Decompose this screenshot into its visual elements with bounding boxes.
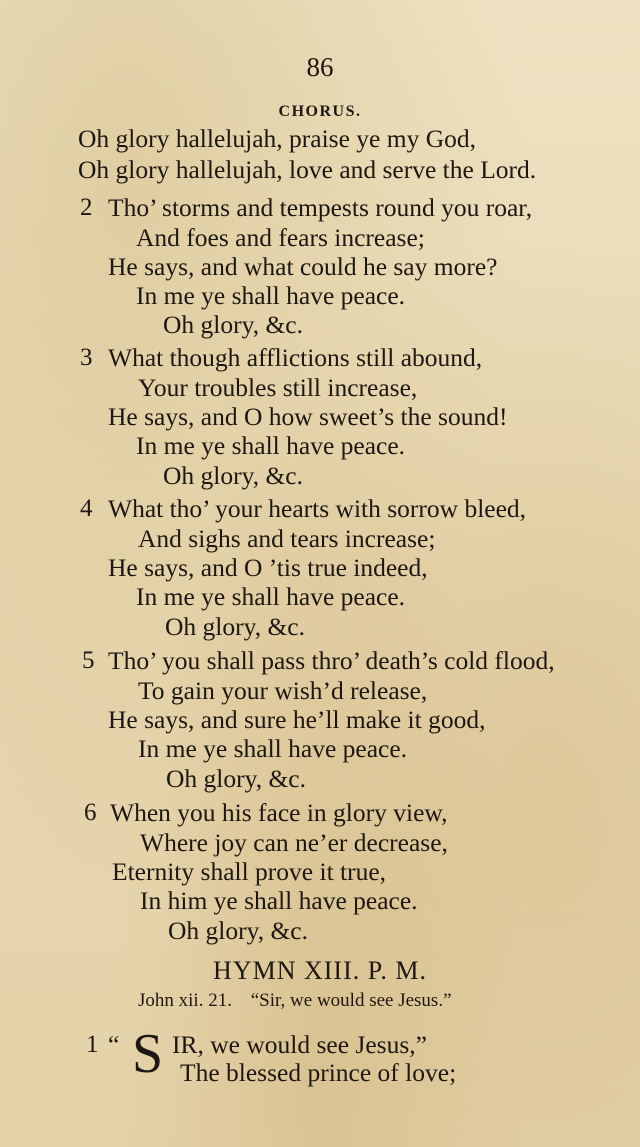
chorus-reference: Oh glory, &c.: [165, 612, 305, 641]
verse-number: 6: [84, 799, 97, 826]
verse-line: He says, and O ’tis true indeed,: [108, 553, 428, 582]
verse-number: 2: [80, 194, 93, 221]
chorus-reference: Oh glory, &c.: [168, 916, 308, 945]
reference-citation: John xii. 21.: [138, 990, 232, 1011]
verse-line: And sighs and tears increase;: [138, 524, 436, 553]
verse-line: Tho’ storms and tempests round you roar,: [108, 193, 533, 222]
verse-line: What tho’ your hearts with sorrow bleed,: [108, 494, 527, 523]
verse-number: 4: [80, 495, 93, 522]
verse-line: Your troubles still increase,: [138, 373, 418, 402]
verse-line: Eternity shall prove it true,: [112, 857, 387, 886]
hymn-title: HYMN XIII. P. M.: [213, 956, 427, 985]
verse-line: He says, and sure he’ll make it good,: [108, 705, 486, 734]
chorus-reference: Oh glory, &c.: [163, 310, 303, 339]
chorus-reference: Oh glory, &c.: [163, 461, 303, 490]
verse-line: In me ye shall have peace.: [136, 582, 406, 611]
verse-line: Where joy can ne’er decrease,: [140, 828, 448, 857]
verse-line: The blessed prince of love;: [180, 1058, 457, 1087]
verse-line: In me ye shall have peace.: [138, 734, 408, 763]
chorus-line-2: Oh glory hallelujah, love and serve the Lord.: [78, 155, 537, 184]
verse-number: 3: [80, 344, 93, 371]
verse-number: 5: [82, 647, 95, 674]
verse-number: 1: [86, 1031, 99, 1058]
verse-line: When you his face in glory view,: [110, 798, 448, 827]
scripture-reference: [138, 990, 452, 1012]
verse-line: To gain your wish’d release,: [138, 676, 428, 705]
verse-line: What though afflictions still abound,: [108, 343, 483, 372]
verse-line: In me ye shall have peace.: [136, 281, 406, 310]
drop-cap: S: [132, 1023, 164, 1085]
opening-quote: “: [108, 1030, 120, 1059]
page-number: 86: [306, 52, 334, 82]
verse-line: In him ye shall have peace.: [140, 886, 418, 915]
verse-line: In me ye shall have peace.: [136, 431, 406, 460]
verse-line: IR, we would see Jesus,”: [172, 1030, 427, 1059]
reference-quote: “Sir, we would see Jesus.”: [250, 990, 452, 1011]
verse-line: And foes and fears increase;: [136, 223, 425, 252]
chorus-heading: CHORUS.: [278, 103, 362, 120]
verse-line: He says, and O how sweet’s the sound!: [108, 402, 508, 431]
verse-line: He says, and what could he say more?: [108, 252, 498, 281]
chorus-line-1: Oh glory hallelujah, praise ye my God,: [78, 124, 476, 153]
chorus-reference: Oh glory, &c.: [166, 764, 306, 793]
verse-line: Tho’ you shall pass thro’ death’s cold flood,: [108, 646, 555, 675]
